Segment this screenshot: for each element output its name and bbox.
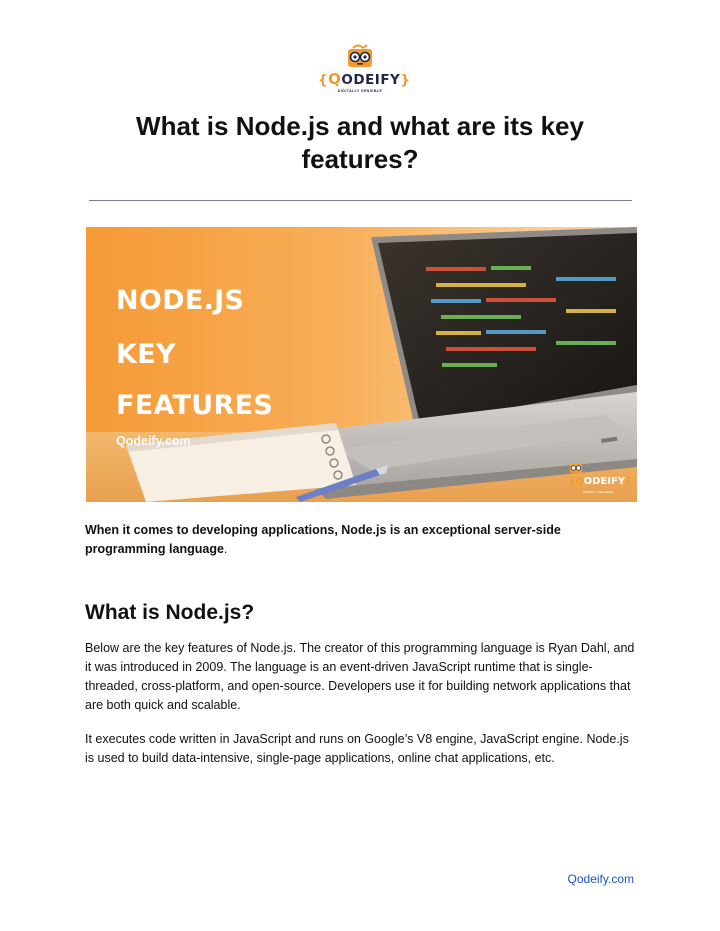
section-paragraph-2: It executes code written in JavaScript and runs on Google’s V8 engine, JavaScript engine. Node.js is used to build data-intensive, single-page applications, online chat applications, etc. [85, 732, 629, 765]
mascot-icon [568, 461, 584, 475]
qodeify-logo [318, 44, 411, 98]
logo-tagline: DIGITALLY SENSIBLE [337, 89, 383, 93]
intro-bold-text: When it comes to developing applications, Node.js is an exceptional server-side programming language [85, 523, 561, 556]
hero-site-label: Qodeify.com [116, 434, 191, 448]
page-title: What is Node.js and what are its key features? [136, 111, 584, 174]
section-paragraph-1: Below are the key features of Node.js. The creator of this programming language is Ryan Dahl, and it was introduced in 2009. The language is an event-driven JavaScript runtime that is single-threaded, cross-platform, and open-source. Developers use it for building network applications that are both quick and scalable. [85, 641, 635, 712]
hero-headline-line1: NODE.JS [116, 285, 245, 316]
hero-logo-tagline: DIGITALLY SENSIBLE [582, 490, 614, 494]
hero-logo [568, 461, 633, 497]
hero-headline-line2: KEY [116, 339, 176, 370]
hero-logo-wordmark: {QODEIFY} [568, 476, 633, 487]
title-divider [89, 200, 632, 201]
hero-headline-line3: FEATURES [116, 390, 274, 421]
footer-site-link[interactable]: Qodeify.com [567, 872, 634, 886]
hero-image [86, 227, 637, 502]
intro-tail: . [223, 542, 228, 556]
mascot-icon [344, 44, 376, 70]
logo-wordmark: {QODEIFY} [318, 70, 411, 88]
section-heading: What is Node.js? [85, 601, 255, 624]
intro-paragraph [85, 521, 635, 559]
